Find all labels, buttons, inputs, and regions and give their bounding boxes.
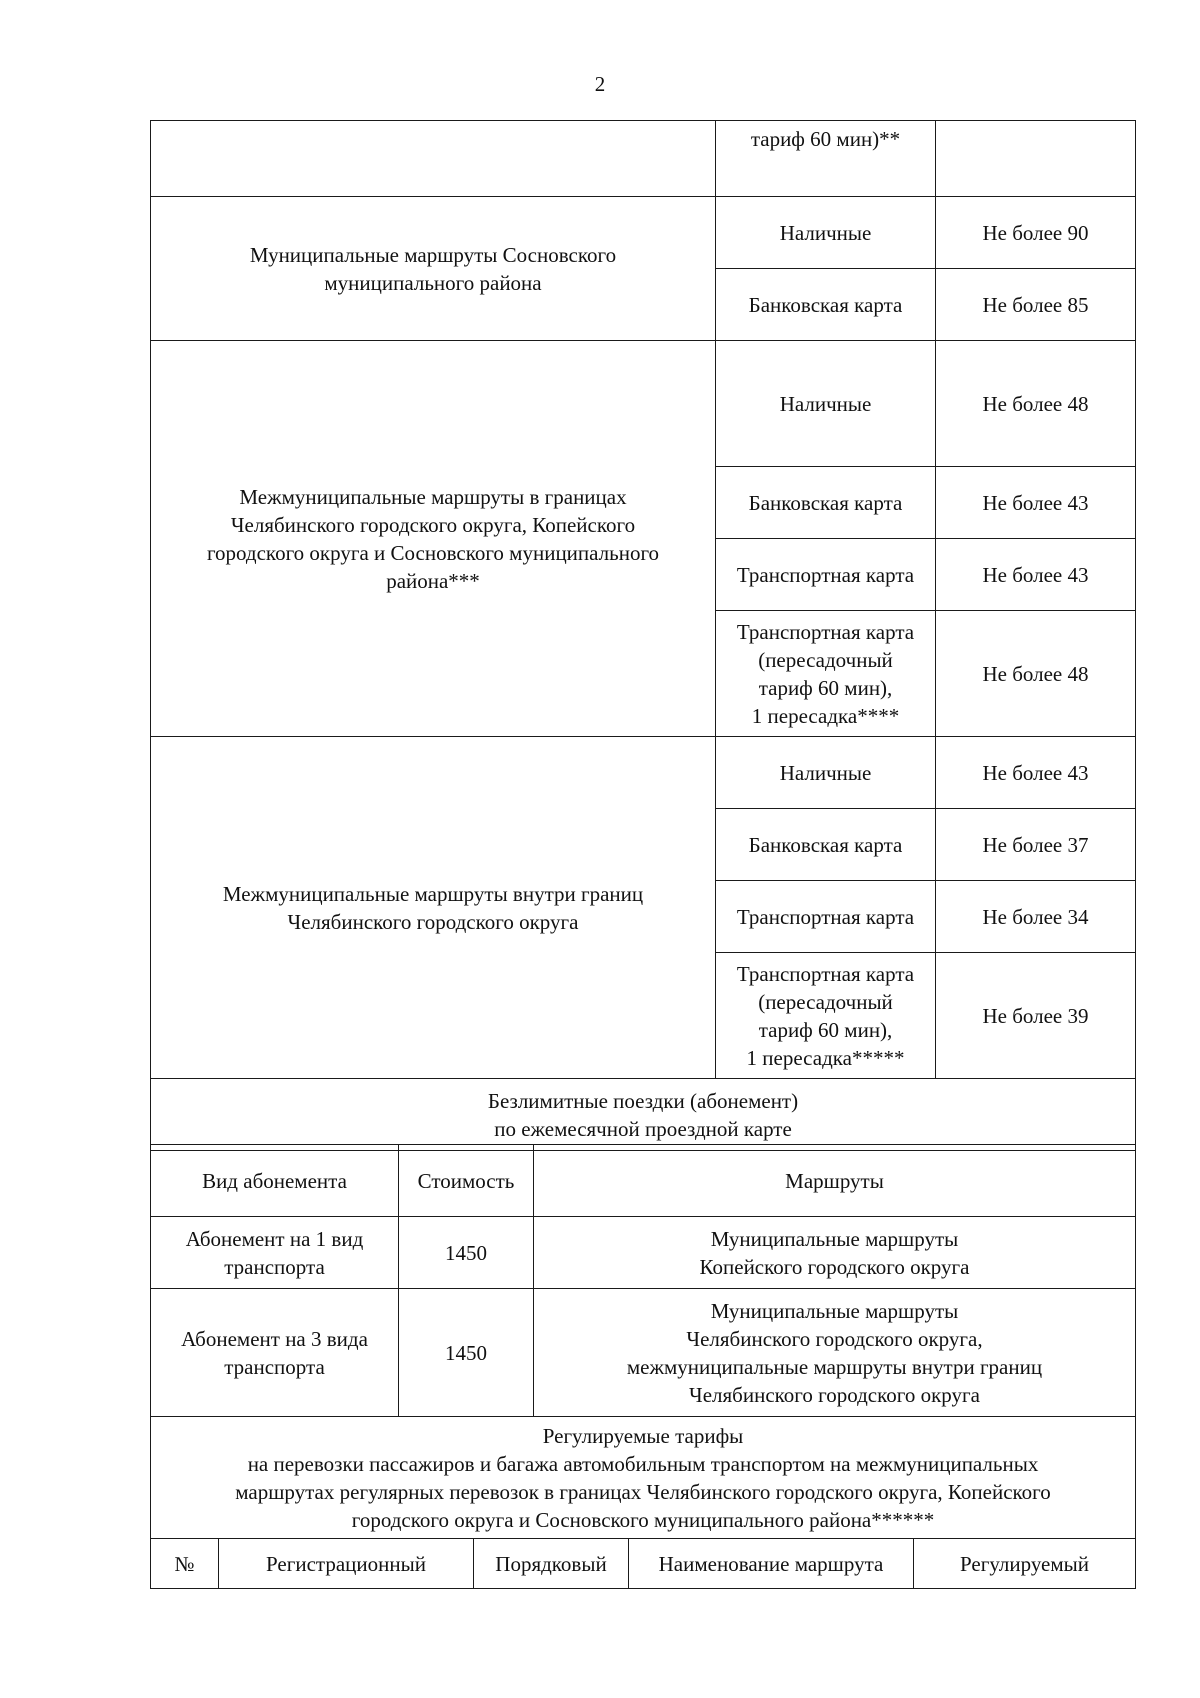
route-cell <box>151 197 716 341</box>
payment-cell <box>716 809 936 881</box>
payment-line: Транспортная карта <box>736 619 915 644</box>
table-row <box>151 1289 1136 1417</box>
cell-line: транспорта <box>224 1254 325 1279</box>
payment-cell <box>716 341 936 467</box>
routes-cell <box>534 1217 1136 1289</box>
price-text: Не более 37 <box>982 832 1089 857</box>
cost-text: 1450 <box>445 1340 487 1365</box>
column-header <box>151 1145 399 1217</box>
cell-line: Копейского городского округа <box>699 1254 970 1279</box>
price-cell <box>936 953 1136 1079</box>
subscription-type-cell <box>151 1217 399 1289</box>
price-cell <box>936 737 1136 809</box>
table-header-row <box>151 1145 1136 1217</box>
price-cell <box>936 467 1136 539</box>
column-header <box>399 1145 534 1217</box>
cost-cell <box>399 1217 534 1289</box>
heading-line: городского округа и Сосновского муниципального района****** <box>351 1507 935 1532</box>
route-line: Челябинского городского округа <box>287 909 579 934</box>
payment-cell <box>716 269 936 341</box>
payment-line: (пересадочный <box>758 989 893 1014</box>
price-text: Не более 85 <box>982 292 1089 317</box>
routes-cell <box>534 1289 1136 1417</box>
heading-line: маршрутах регулярных перевозок в границах Челябинского городского округа, Копейского <box>235 1479 1051 1504</box>
payment-cell <box>716 197 936 269</box>
payment-cell <box>716 953 936 1079</box>
column-header-text: Регулируемый <box>959 1551 1090 1576</box>
payment-cell <box>716 611 936 737</box>
price-cell <box>936 341 1136 467</box>
route-cell <box>151 737 716 1079</box>
continuation-row <box>151 121 1136 197</box>
payment-text: тариф 60 мин)** <box>750 127 901 151</box>
payment-text: Банковская карта <box>748 292 903 317</box>
table-header-row <box>151 1539 1136 1589</box>
payment-text: Банковская карта <box>748 490 903 515</box>
table-row <box>151 737 1136 809</box>
column-header <box>151 1539 219 1589</box>
payment-cell <box>716 121 936 197</box>
price-text: Не более 48 <box>982 661 1089 686</box>
subscription-type-cell <box>151 1289 399 1417</box>
heading-line: Безлимитные поездки (абонемент) <box>487 1088 799 1113</box>
price-text: Не более 48 <box>982 391 1089 416</box>
price-cell <box>936 809 1136 881</box>
table-row <box>151 197 1136 269</box>
subscriptions-heading <box>151 1079 1136 1151</box>
column-header-text: Стоимость <box>417 1168 515 1193</box>
route-line: Межмуниципальные маршруты внутри границ <box>222 881 644 906</box>
route-line: Межмуниципальные маршруты в границах <box>239 484 627 509</box>
payment-line: 1 пересадка**** <box>751 703 900 728</box>
subscriptions-table <box>150 1144 1136 1417</box>
page-number: 2 <box>594 72 606 96</box>
fares-table <box>150 120 1136 1151</box>
heading-line: по ежемесячной проездной карте <box>494 1116 792 1141</box>
payment-line: Транспортная карта <box>736 961 915 986</box>
subscriptions-heading-row <box>151 1079 1136 1151</box>
table-row <box>151 1217 1136 1289</box>
heading-line: на перевозки пассажиров и багажа автомобильным транспортом на межмуниципальных <box>247 1451 1039 1476</box>
route-cell <box>151 341 716 737</box>
payment-text: Наличные <box>779 760 872 785</box>
cell-line: транспорта <box>224 1354 325 1379</box>
price-text: Не более 43 <box>982 490 1089 515</box>
column-header-text: № <box>174 1551 195 1576</box>
price-cell <box>936 197 1136 269</box>
column-header-text: Маршруты <box>785 1168 884 1193</box>
column-header <box>629 1539 914 1589</box>
column-header <box>914 1539 1136 1589</box>
price-text: Не более 90 <box>982 220 1089 245</box>
payment-line: (пересадочный <box>758 647 893 672</box>
heading-line: Регулируемые тарифы <box>542 1423 744 1448</box>
table-row <box>151 341 1136 467</box>
regulated-heading-row <box>151 1417 1136 1539</box>
column-header-text: Порядковый <box>495 1551 607 1576</box>
payment-line: 1 пересадка***** <box>746 1045 905 1070</box>
cell-line: Абонемент на 3 вида <box>181 1326 368 1351</box>
payment-text: Наличные <box>779 220 872 245</box>
column-header-text: Вид абонемента <box>202 1168 347 1193</box>
cell-line: Абонемент на 1 вид <box>185 1226 364 1251</box>
cell-line: Челябинского городского округа, <box>686 1326 983 1351</box>
price-cell <box>936 881 1136 953</box>
payment-text: Транспортная карта <box>736 562 915 587</box>
route-line: Челябинского городского округа, Копейского <box>230 512 636 537</box>
route-line: района*** <box>386 568 480 593</box>
cell-line: межмуниципальные маршруты внутри границ <box>626 1354 1043 1379</box>
column-header <box>474 1539 629 1589</box>
cell-line: Муниципальные маршруты <box>710 1298 959 1323</box>
payment-text: Транспортная карта <box>736 904 915 929</box>
column-header-text: Наименование маршрута <box>658 1551 884 1576</box>
price-text: Не более 43 <box>982 760 1089 785</box>
cell-line: Челябинского городского округа <box>689 1382 980 1407</box>
cost-cell <box>399 1289 534 1417</box>
empty-cell <box>936 121 1136 197</box>
payment-line: тариф 60 мин), <box>758 675 893 700</box>
price-cell <box>936 611 1136 737</box>
regulated-heading <box>151 1417 1136 1539</box>
route-line: Муниципальные маршруты Сосновского <box>249 242 617 267</box>
payment-cell <box>716 737 936 809</box>
price-text: Не более 34 <box>982 904 1089 929</box>
price-cell <box>936 269 1136 341</box>
regulated-tariffs-table <box>150 1416 1136 1589</box>
payment-cell <box>716 467 936 539</box>
payment-text: Банковская карта <box>748 832 903 857</box>
payment-line: тариф 60 мин), <box>758 1017 893 1042</box>
payment-cell <box>716 881 936 953</box>
column-header <box>534 1145 1136 1217</box>
cost-text: 1450 <box>445 1240 487 1265</box>
price-text: Не более 43 <box>982 562 1089 587</box>
cell-line: Муниципальные маршруты <box>710 1226 959 1251</box>
payment-cell <box>716 539 936 611</box>
column-header-text: Регистрационный <box>266 1551 426 1576</box>
price-cell <box>936 539 1136 611</box>
route-line: городского округа и Сосновского муниципального <box>206 540 660 565</box>
price-text: Не более 39 <box>982 1003 1089 1028</box>
payment-text: Наличные <box>779 391 872 416</box>
column-header <box>219 1539 474 1589</box>
empty-cell <box>151 121 716 197</box>
route-line: муниципального района <box>324 270 542 295</box>
